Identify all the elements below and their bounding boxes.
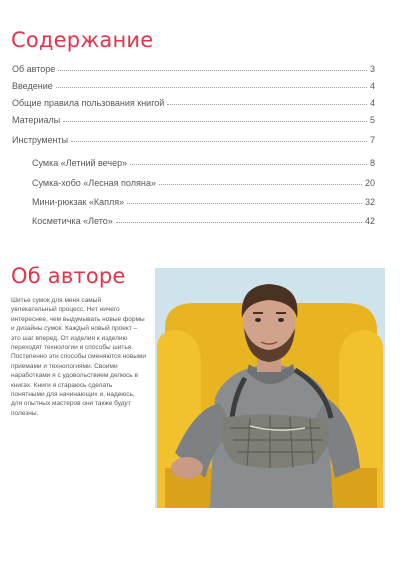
toc-item-label: Мини-рюкзак «Капля» (32, 197, 125, 207)
toc-project-drop-backpack[interactable] (32, 193, 375, 207)
toc-item-label: Косметичка «Лето» (32, 216, 113, 226)
toc-item-label: Материалы (12, 115, 61, 125)
toc-item-page: 3 (369, 64, 375, 74)
toc-item-page: 5 (369, 115, 375, 125)
toc-item-page: 4 (369, 98, 375, 108)
toc-dot-leader (63, 121, 367, 122)
toc-dot-leader (130, 164, 367, 165)
toc-item-label: Сумка-хобо «Лесная поляна» (32, 178, 156, 188)
about-paragraph: Шитье сумок для меня самый увлекательный процесс. Нет ничего интереснее, чем выдумывать новые формы и дизайны сумок. Каждый новый проект – это шаг вперед. От изделия к изделию переходят технологии и способы шитья. Постепенно эти способы сменяются новыми приемами и технологиями. Своими наработками я с удовольствием делюсь в книгах. Книги я стараюсь сделать понятными для начинающих и, надеюсь, для опытных мастеров они также будут полезны. (11, 297, 146, 417)
toc-item-page: 20 (364, 178, 375, 188)
toc-item-label: Об авторе (12, 64, 56, 74)
toc-item-about-author[interactable] (12, 60, 375, 74)
toc-item-page: 42 (364, 216, 375, 226)
toc-item-label: Общие правила пользования книгой (12, 98, 165, 108)
toc-item-page: 32 (364, 197, 375, 207)
toc-item-introduction[interactable] (12, 77, 375, 91)
toc-project-summer-evening[interactable] (32, 154, 375, 168)
toc-item-label: Сумка «Летний вечер» (32, 158, 128, 168)
toc-dot-leader (71, 141, 367, 142)
toc-dot-leader (58, 70, 367, 71)
toc-item-rules[interactable] (12, 94, 375, 108)
toc-dot-leader (56, 87, 367, 88)
about-heading: Об авторе (11, 264, 126, 288)
toc-item-label: Инструменты (12, 135, 69, 145)
toc-heading: Содержание (11, 28, 154, 52)
toc-item-page: 4 (369, 81, 375, 91)
toc-item-page: 7 (369, 135, 375, 145)
toc-project-summer-cosmetic-bag[interactable] (32, 212, 375, 226)
toc-item-tools[interactable] (12, 131, 375, 145)
toc-item-materials[interactable] (12, 111, 375, 125)
toc-dot-leader (127, 203, 362, 204)
toc-dot-leader (167, 104, 367, 105)
toc-item-label: Введение (12, 81, 53, 91)
toc-item-page: 8 (369, 158, 375, 168)
toc-dot-leader (159, 184, 362, 185)
toc-project-forest-glade[interactable] (32, 174, 375, 188)
author-photo (155, 268, 385, 508)
toc-dot-leader (116, 222, 362, 223)
